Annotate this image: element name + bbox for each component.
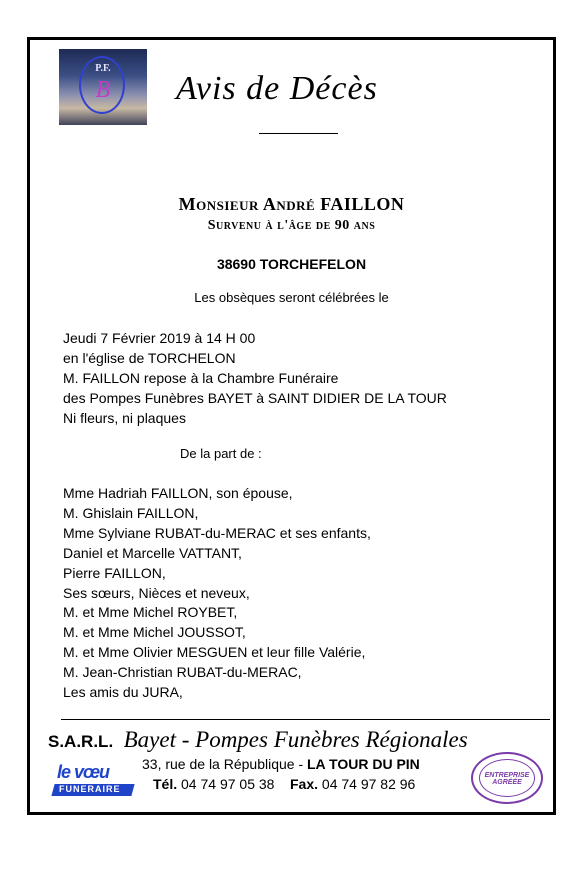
tel-label: Tél. <box>153 776 178 792</box>
title-divider <box>259 133 338 134</box>
logo-pf-text: P.F. <box>95 63 111 74</box>
family-member: M. Ghislain FAILLON, <box>63 505 199 521</box>
family-member: M. et Mme Olivier MESGUEN et leur fille Valérie, <box>63 644 366 660</box>
family-member: M. Jean-Christian RUBAT-du-MERAC, <box>63 664 302 680</box>
family-member: Les amis du JURA, <box>63 684 183 700</box>
address-street: 33, rue de la République - <box>142 756 307 772</box>
ceremony-intro: Les obsèques seront célébrées le <box>194 290 389 305</box>
logo-b-letter: B <box>95 77 111 103</box>
logo-subtext: FUNERAIRE <box>59 784 121 794</box>
company-sarl: S.A.R.L. <box>48 732 114 751</box>
logo-text: le vœu <box>57 762 110 782</box>
company-address <box>142 756 420 772</box>
pfb-logo <box>59 49 147 125</box>
family-intro: De la part de : <box>180 446 262 461</box>
ceremony-line: des Pompes Funèbres BAYET à SAINT DIDIER DE LA TOUR <box>63 390 447 406</box>
family-member: M. et Mme Michel ROYBET, <box>63 604 238 620</box>
company-brand: Bayet - Pompes Funèbres Régionales <box>123 727 468 752</box>
deceased-town: 38690 TORCHEFELON <box>216 256 367 272</box>
family-member: Daniel et Marcelle VATTANT, <box>63 545 242 561</box>
notice-title: Avis de Décès <box>176 70 378 107</box>
ceremony-line: Jeudi 7 Février 2019 à 14 H 00 <box>63 330 256 346</box>
deceased-name: Monsieur André FAILLON <box>178 194 405 214</box>
family-member: Ses sœurs, Nièces et neveux, <box>63 585 250 601</box>
family-member: Mme Sylviane RUBAT-du-MERAC et ses enfants, <box>63 525 371 541</box>
ceremony-line: Ni fleurs, ni plaques <box>63 410 186 426</box>
deceased-age: Survenu à l'âge de 90 ans <box>207 218 376 233</box>
ceremony-line: M. FAILLON repose à la Chambre Funéraire <box>63 370 339 386</box>
family-member: Mme Hadriah FAILLON, son épouse, <box>63 485 293 501</box>
badge-text: ENTREPRISE AGRÉÉE <box>484 772 530 786</box>
fax-number: 04 74 97 82 96 <box>321 776 416 792</box>
footer-divider <box>61 719 550 720</box>
family-member: M. et Mme Michel JOUSSOT, <box>63 624 246 640</box>
family-member: Pierre FAILLON, <box>63 565 166 581</box>
address-city: LA TOUR DU PIN <box>307 756 420 772</box>
tel-number: 04 74 97 05 38 <box>181 776 275 792</box>
fax-label: Fax. <box>290 776 319 792</box>
company-line <box>48 727 468 753</box>
le-voeu-funeraire-logo <box>49 760 137 800</box>
ceremony-line: en l'église de TORCHELON <box>63 350 236 366</box>
company-phones <box>153 776 415 792</box>
agreement-badge <box>471 752 543 804</box>
